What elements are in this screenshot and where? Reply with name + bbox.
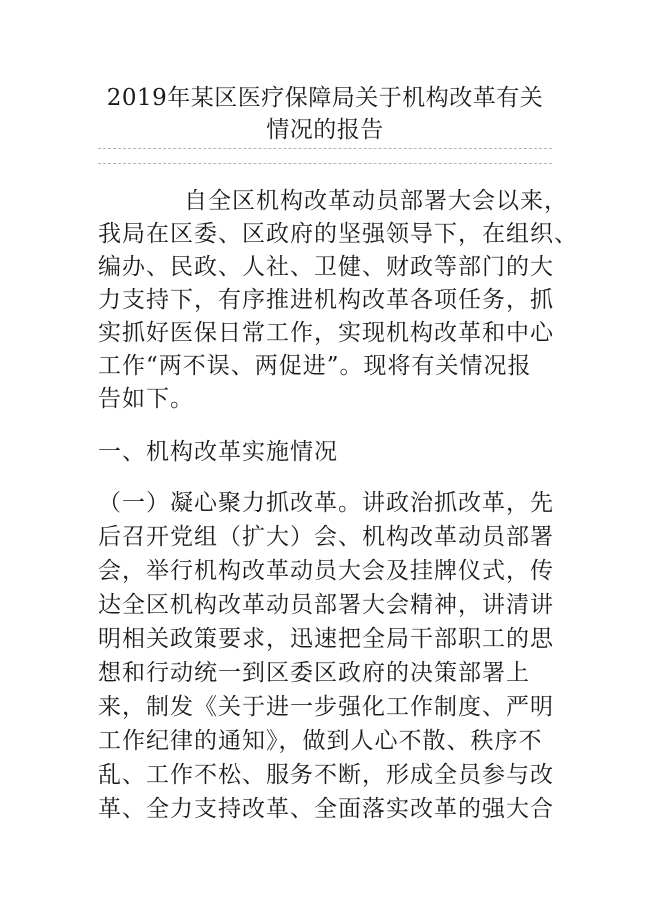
intro-line: 告如下。	[98, 386, 194, 412]
body-line: 明相关政策要求，迅速把全局干部职工的思	[98, 626, 554, 652]
body-line: 达全区机构改革动员部署大会精神，讲清讲	[98, 592, 554, 618]
document-title-line-2: 情况的报告	[266, 117, 384, 143]
intro-line: 编办、民政、人社、卫健、财政等部门的大	[98, 254, 554, 280]
title-divider-bottom	[98, 163, 552, 164]
body-line: 会，举行机构改革动员大会及挂牌仪式，传	[98, 558, 554, 584]
document-title-line-1: 2019年某区医疗保障局关于机构改革有关	[106, 85, 544, 111]
body-line: 乱、工作不松、服务不断，形成全员参与改	[98, 762, 554, 788]
intro-line: 力支持下，有序推进机构改革各项任务，抓	[98, 287, 554, 313]
body-line: 想和行动统一到区委区政府的决策部署上	[98, 660, 530, 686]
body-line: 来，制发《关于进一步强化工作制度、严明	[98, 694, 554, 720]
body-line: 革、全力支持改革、全面落实改革的强大合	[98, 796, 554, 822]
intro-line: 实抓好医保日常工作，实现机构改革和中心	[98, 320, 554, 346]
body-line: （一）凝心聚力抓改革。讲政治抓改革，先	[98, 490, 554, 516]
body-line: 工作纪律的通知》，做到人心不散、秩序不	[98, 728, 543, 754]
intro-line: 工作“两不误、两促进”。现将有关情况报	[98, 353, 532, 379]
intro-line: 自全区机构改革动员部署大会以来，	[184, 188, 568, 214]
section-heading: 一、机构改革实施情况	[98, 439, 338, 465]
body-line: 后召开党组（扩大）会、机构改革动员部署	[98, 524, 554, 550]
title-divider-top	[98, 148, 552, 149]
intro-line: 我局在区委、区政府的坚强领导下，在组织、	[98, 221, 578, 247]
